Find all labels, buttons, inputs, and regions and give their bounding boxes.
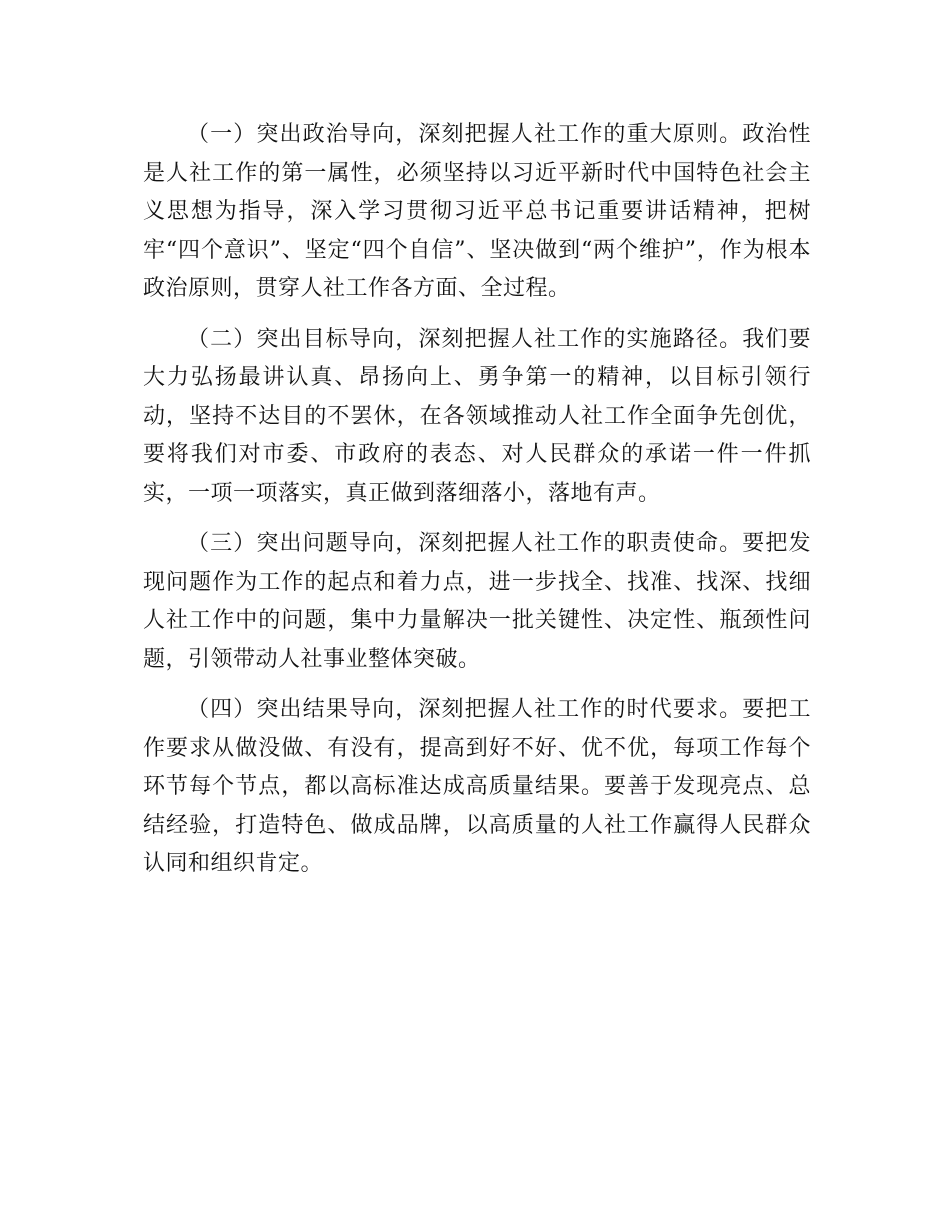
paragraph-political-orientation: （一）突出政治导向，深刻把握人社工作的重大原则。政治性是人社工作的第一属性，必须坚持以习近平新时代中国特色社会主义思想为指导，深入学习贯彻习近平总书记重要讲话精神，把树牢“四个意识”、坚定“四个自信”、坚决做到“两个维护”，作为根本政治原则，贯穿人社工作各方面、全过程。: [143, 122, 812, 301]
paragraph-problem-orientation: （三）突出问题导向，深刻把握人社工作的职责使命。要把发现问题作为工作的起点和着力点，进一步找全、找准、找深、找细人社工作中的问题，集中力量解决一批关键性、决定性、瓶颈性问题，引领带动人社事业整体突破。: [143, 531, 811, 672]
paragraph-result-orientation: （四）突出结果导向，深刻把握人社工作的时代要求。要把工作要求从做没做、有没有，提高到好不好、优不优，每项工作每个环节每个节点，都以高标准达成高质量结果。要善于发现亮点、总结经验，打造特色、做成品牌，以高质量的人社工作赢得人民群众认同和组织肯定。: [143, 697, 811, 876]
paragraph-goal-orientation: （二）突出目标导向，深刻把握人社工作的实施路径。我们要大力弘扬最讲认真、昂扬向上、勇争第一的精神，以目标引领行动，坚持不达目的不罢休，在各领域推动人社工作全面争先创优，要将我们对市委、市政府的表态、对人民群众的承诺一件一件抓实，一项一项落实，真正做到落细落小，落地有声。: [143, 326, 811, 506]
document-body: [143, 116, 811, 896]
